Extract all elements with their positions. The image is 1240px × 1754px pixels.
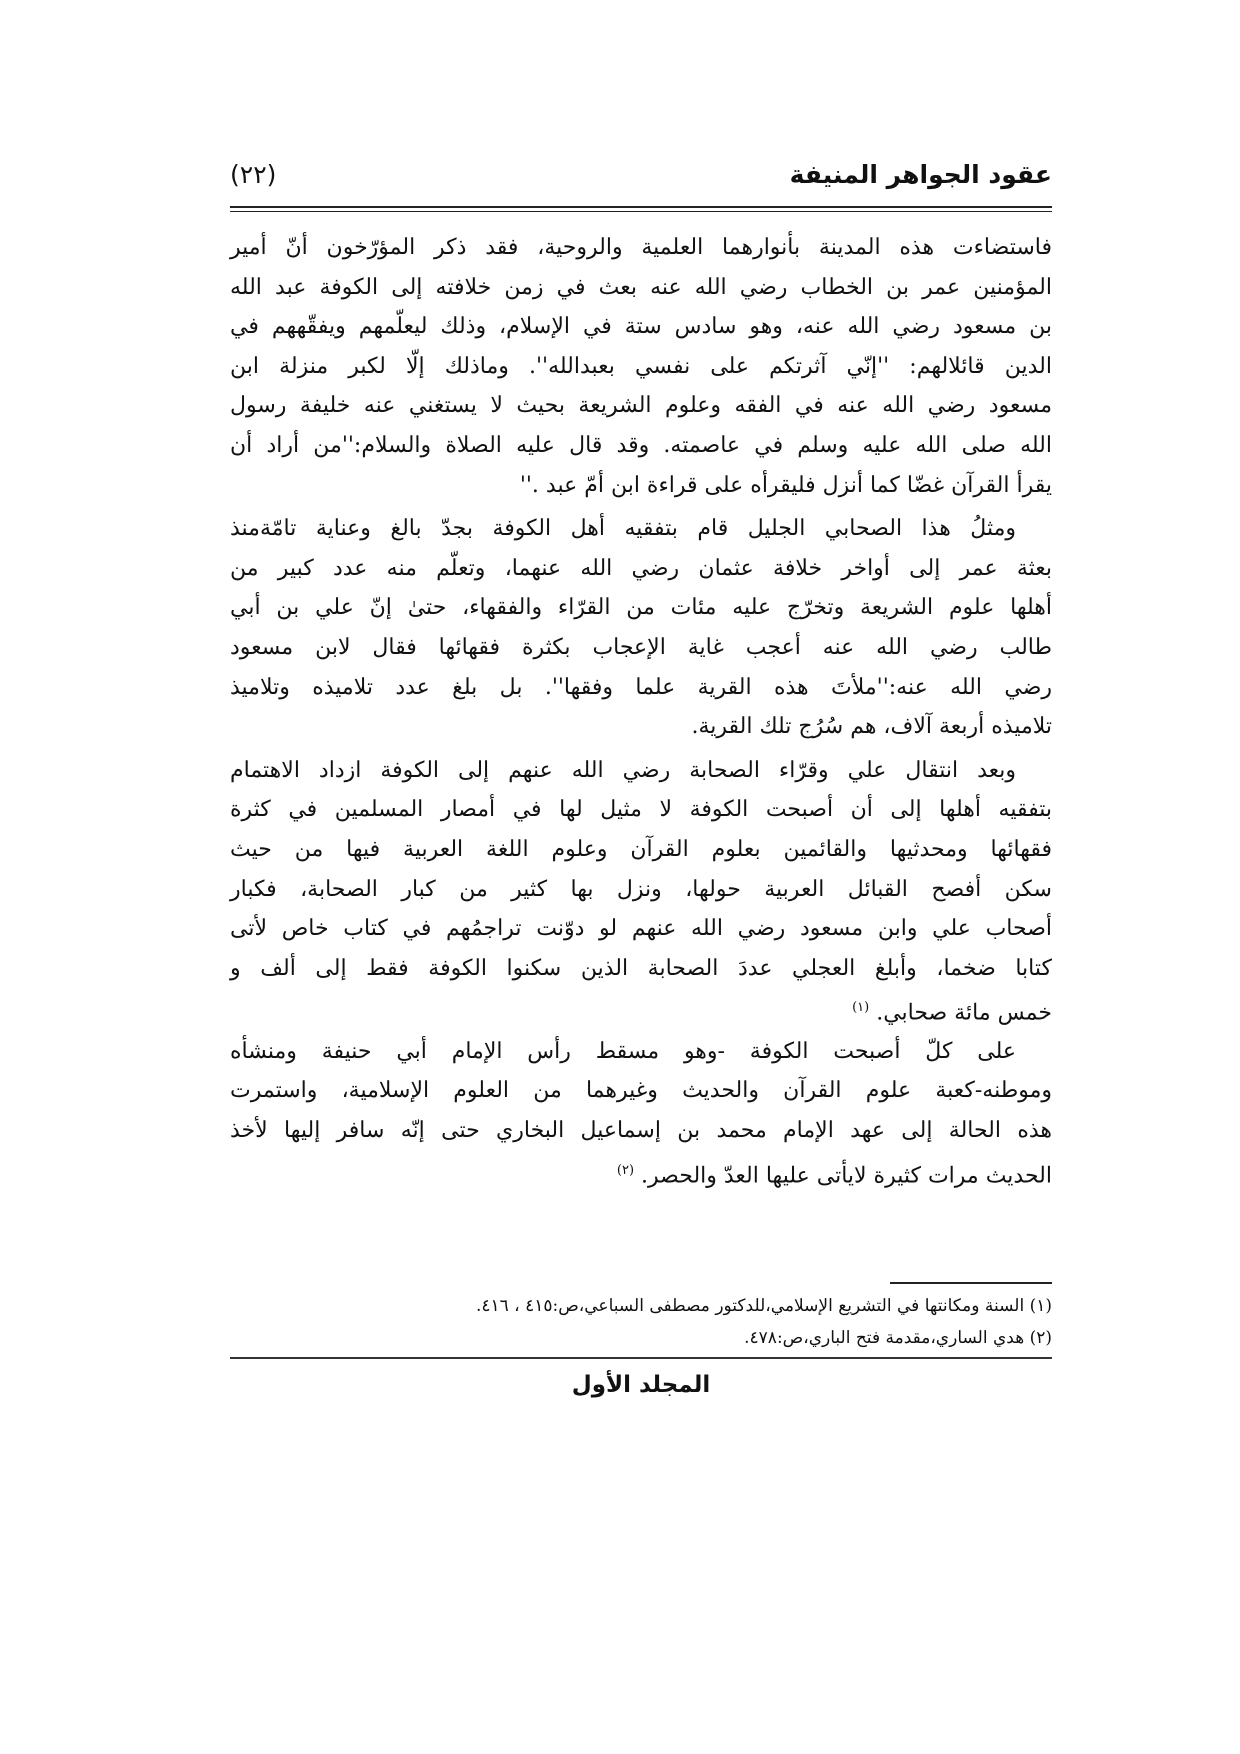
header-double-rule [230, 206, 1052, 212]
text-line: هذه الحالة إلى عهد الإمام محمد بن إسماعيل البخاري حتى إنّه سافر إليها لأخذ [230, 1118, 1052, 1144]
text-line: وبعد انتقال علي وقرّاء الصحابة رضي الله عنهم إلى الكوفة ازداد الاهتمام [230, 757, 1016, 783]
text-line: أهلها علوم الشريعة وتخرّج عليه مئات من القرّاء والفقهاء، حتىٰ إنّ علي بن أبي [230, 595, 1052, 621]
footnotes [230, 1290, 1052, 1354]
text-line: الله صلى الله عليه وسلم في عاصمته. وقد قال عليه الصلاة والسلام:''من أراد أن [230, 432, 1052, 458]
page-number: (٢٢) [230, 160, 277, 189]
volume-label: المجلد الأول [571, 1372, 711, 1398]
paragraph [230, 751, 1052, 1028]
footnote-reference[interactable]: (٢) [616, 1162, 635, 1178]
text-line: تلاميذه أربعة آلاف، هم سُرُج تلك القرية. [691, 714, 1052, 740]
text-line: كتابا ضخما، وأبلغ العجلي عددَ الصحابة الذين سكنوا الكوفة فقط إلى ألف و [230, 955, 1052, 981]
text-line: سكن أفصح القبائل العربية حولها، ونزل بها كثير من كبار الصحابة، فكبار [230, 876, 1052, 902]
text-line: بن مسعود رضي الله عنه، وهو سادس ستة في الإسلام، وذلك ليعلّمهم ويفقّههم في [230, 314, 1053, 340]
body-text [230, 228, 1052, 1194]
text-line: بتفقيه أهلها إلى أن أصبحت الكوفة لا مثيل لها في أمصار المسلمين في كثرة [230, 797, 1052, 823]
text-line: بعثة عمر إلى أواخر خلافة عثمان رضي الله عنهما، وتعلّم منه عدد كبير من [230, 555, 1052, 581]
text-line: أصحاب علي وابن مسعود رضي الله عنهم لو دوّنت تراجمُهم في كتاب خاص لأتى [230, 916, 1052, 942]
text-line: الدين قائلالهم: ''إنّي آثرتكم على نفسي بعبدالله''. وماذلك إلّا لكبر منزلة ابن [230, 353, 1052, 379]
text-line: وموطنه-كعبة علوم القرآن والحديث وغيرهما من العلوم الإسلامية، واستمرت [230, 1078, 1052, 1104]
paragraph [230, 509, 1052, 747]
text-line: على كلّ أصبحت الكوفة -وهو مسقط رأس الإمام أبي حنيفة ومنشأه [230, 1038, 1016, 1064]
footnote-separator [890, 1282, 1052, 1284]
page-header [230, 160, 1052, 200]
paragraph [230, 1032, 1052, 1190]
text-line: المؤمنين عمر بن الخطاب رضي الله عنه بعث في زمن خلافته إلى الكوفة عبد الله [230, 274, 1052, 300]
paragraph [230, 228, 1052, 505]
footnote-reference[interactable]: (١) [852, 1000, 870, 1016]
text-line: طالب رضي الله عنه أعجب غاية الإعجاب بكثرة فقهائها فقال لابن مسعود [230, 634, 1052, 660]
text-line: ومثلُ هذا الصحابي الجليل قام بتفقيه أهل الكوفة بجدّ بالغ وعناية تامّةمنذ [230, 516, 1016, 542]
text-line: مسعود رضي الله عنه في الفقه وعلوم الشريعة بحيث لا يستغني عنه خليفة رسول [230, 393, 1052, 419]
text-line: فقهائها ومحدثيها والقائمين بعلوم القرآن وعلوم اللغة العربية فيها من حيث [230, 836, 1052, 862]
text-line: فاستضاءت هذه المدينة بأنوارهما العلمية والروحية، فقد ذكر المؤرّخون أنّ أمير [230, 235, 1052, 260]
book-title: عقود الجواهر المنيفة [789, 160, 1052, 189]
footnote: (٢) هدي الساري،مقدمة فتح الباري،ص:٤٧٨. [744, 1328, 1052, 1348]
footer-rule [230, 1357, 1052, 1359]
text-line: خمس مائة صحابي. $^{(١)}$ [852, 1000, 1052, 1026]
footnote: (١) السنة ومكانتها في التشريع الإسلامي،للدكتور مصطفى السباعي،ص:٤١٥ ، ٤١٦. [475, 1296, 1052, 1316]
text-line: رضي الله عنه:''ملأتَ هذه القرية علما وفقها''. بل بلغ عدد تلاميذه وتلاميذ [230, 674, 1052, 700]
text-line: الحديث مرات كثيرة لايأتى عليها العدّ والحصر. $^{(٢)}$ [616, 1162, 1052, 1188]
text-line: يقرأ القرآن غضّا كما أنزل فليقرأه على قراءة ابن أمّ عبد .'' [519, 472, 1052, 498]
